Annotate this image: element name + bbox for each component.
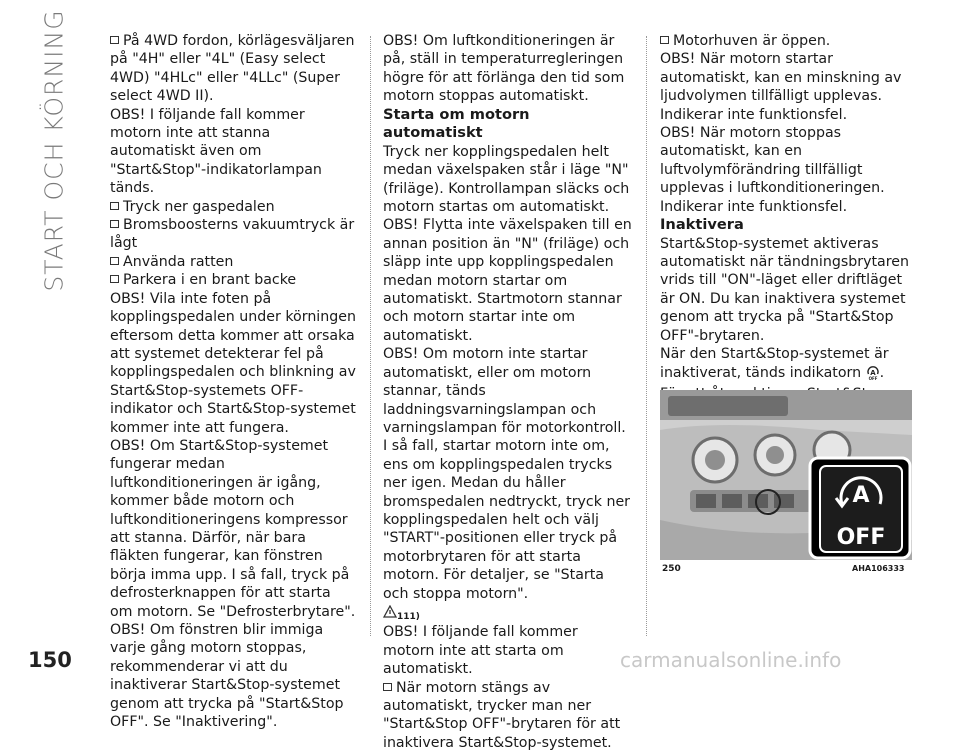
paragraph-with-indicator bbox=[660, 345, 914, 385]
bullet-item bbox=[110, 216, 356, 253]
bullet-square-icon bbox=[110, 202, 119, 210]
dashboard-illustration bbox=[660, 390, 912, 560]
svg-text:A: A bbox=[869, 368, 876, 377]
column-2 bbox=[383, 32, 633, 752]
paragraph: Start&Stop-systemet aktiveras automatiskt när tändningsbrytaren vrids till "ON"-läget eller driftläget är ON. Du kan inaktivera systemet genom att trycka på "Start&Stop OFF"-brytaren. bbox=[660, 235, 909, 344]
column-divider bbox=[646, 36, 648, 636]
paragraph: OBS! Om motorn inte startar automatiskt, eller om motorn stannar, tänds laddningsvarningslampan och varningslampan för motorkontroll. I så fall, startar motorn inte om, ens om kopplingspedalen trycks ner igen. Medan du håller bromspedalen nedtryckt, tryck ner kopplingspedalen helt och välj "START"-positionen eller tryck på motorbrytaren för att starta motorn. För detaljer, se "Starta och stoppa motorn". bbox=[383, 346, 631, 602]
bullet-item bbox=[660, 32, 914, 50]
paragraph: OBS! I följande fall kommer motorn inte att stanna automatiskt även om "Start&Stop"-indikatorlampan tänds. bbox=[110, 106, 322, 197]
figure-number: 250 bbox=[662, 564, 681, 574]
paragraph: OBS! När motorn startar automatiskt, kan en minskning av ljudvolymen tillfälligt upplevas. Indikerar inte funktionsfel. bbox=[660, 51, 902, 123]
bullet-item bbox=[110, 32, 356, 106]
paragraph-text: . bbox=[879, 364, 885, 381]
bullet-text: Bromsboosterns vakuumtryck är lågt bbox=[110, 217, 355, 252]
page-number: 150 bbox=[28, 648, 72, 672]
section-heading: Starta om motorn automatiskt bbox=[383, 105, 530, 142]
section-heading: Inaktivera bbox=[660, 216, 744, 234]
svg-text:A: A bbox=[852, 483, 870, 508]
paragraph: OBS! När motorn stoppas automatiskt, kan en luftvolymförändring tillfälligt upplevas i luftkonditioneringen. Indikerar inte funktionsfel. bbox=[660, 125, 885, 215]
paragraph: OBS! Om luftkonditioneringen är på, ställ in temperaturregleringen högre för att förlänga den tid som motorn stoppas automatiskt. bbox=[383, 33, 625, 105]
paragraph: OBS! Om Start&Stop-systemet fungerar medan luftkonditioneringen är igång, kommer både motorn och luftkonditioneringens kompressor att stanna. Därför, när bara fläkten fungerar, kan fönstren börja imma upp. I så fall, tryck på defrosterknappen för att starta om motorn. Se "Defrosterbrytare". bbox=[110, 437, 356, 620]
bullet-square-icon bbox=[110, 257, 119, 265]
paragraph: Tryck ner kopplingspedalen helt medan växelspaken står i läge "N" (friläge). Kontrollampan släcks och motorn startas om automatiskt. bbox=[383, 143, 630, 216]
paragraph: OBS! Flytta inte växelspaken till en annan position än "N" (friläge) och släpp inte upp kopplingspedalen medan motorn startar om automatiskt. Startmotorn stannar och motorn startar inte om automatiskt. bbox=[383, 217, 632, 344]
bullet-item bbox=[110, 198, 356, 216]
bullet-square-icon bbox=[110, 275, 119, 283]
bullet-text: När motorn stängs av automatiskt, trycker man ner "Start&Stop OFF"-brytaren för att inaktivera Start&Stop-systemet. bbox=[383, 679, 621, 751]
bullet-item bbox=[110, 253, 356, 271]
auto-stop-off-indicator-icon bbox=[866, 366, 880, 385]
column-divider bbox=[370, 36, 372, 636]
paragraph: OBS! I följande fall kommer motorn inte att starta om automatiskt. bbox=[383, 624, 578, 678]
bullet-text: Använda ratten bbox=[123, 253, 234, 270]
svg-text:OFF: OFF bbox=[868, 375, 878, 380]
bullet-text: På 4WD fordon, körlägesväljaren på "4H" eller "4L" (Easy select 4WD) "4HLc" eller "4LLc" (Super select 4WD II). bbox=[110, 33, 355, 105]
figure-code: AHA106333 bbox=[852, 564, 905, 573]
section-title-vertical bbox=[24, 8, 84, 292]
paragraph-text: När den Start&Stop-systemet är inaktiverat, tänds indikatorn bbox=[660, 346, 889, 381]
bullet-square-icon bbox=[383, 683, 392, 691]
column-1 bbox=[110, 32, 356, 731]
bullet-text: Motorhuven är öppen. bbox=[673, 33, 831, 49]
bullet-text: Tryck ner gaspedalen bbox=[123, 198, 275, 215]
section-title: START OCH KÖRNING bbox=[39, 8, 69, 292]
bullet-item bbox=[110, 271, 356, 289]
figure-start-stop-button bbox=[660, 390, 912, 560]
watermark: carmanualsonline.info bbox=[620, 648, 842, 672]
paragraph: OBS! Vila inte foten på kopplingspedalen under körningen eftersom detta kommer att orsaka att systemet detekterar fel på kopplingspedalen och blinkning av Start&Stop-systemets OFF-indikator och Start&Stop-systemet kommer inte att fungera. bbox=[110, 290, 356, 436]
bullet-text: Parkera i en brant backe bbox=[123, 272, 297, 289]
warning-ref-number: 111) bbox=[397, 611, 420, 622]
warning-triangle-icon bbox=[383, 605, 397, 623]
bullet-square-icon bbox=[660, 36, 669, 44]
bullet-square-icon bbox=[110, 220, 119, 228]
warning-reference bbox=[383, 603, 633, 623]
bullet-square-icon bbox=[110, 36, 119, 44]
paragraph: OBS! Om fönstren blir immiga varje gång motorn stoppas, rekommenderar vi att du inaktiverar Start&Stop-systemet genom att trycka på "Start&Stop OFF". Se "Inaktivering". bbox=[110, 622, 344, 731]
off-label: OFF bbox=[836, 525, 886, 550]
bullet-item bbox=[383, 679, 633, 752]
